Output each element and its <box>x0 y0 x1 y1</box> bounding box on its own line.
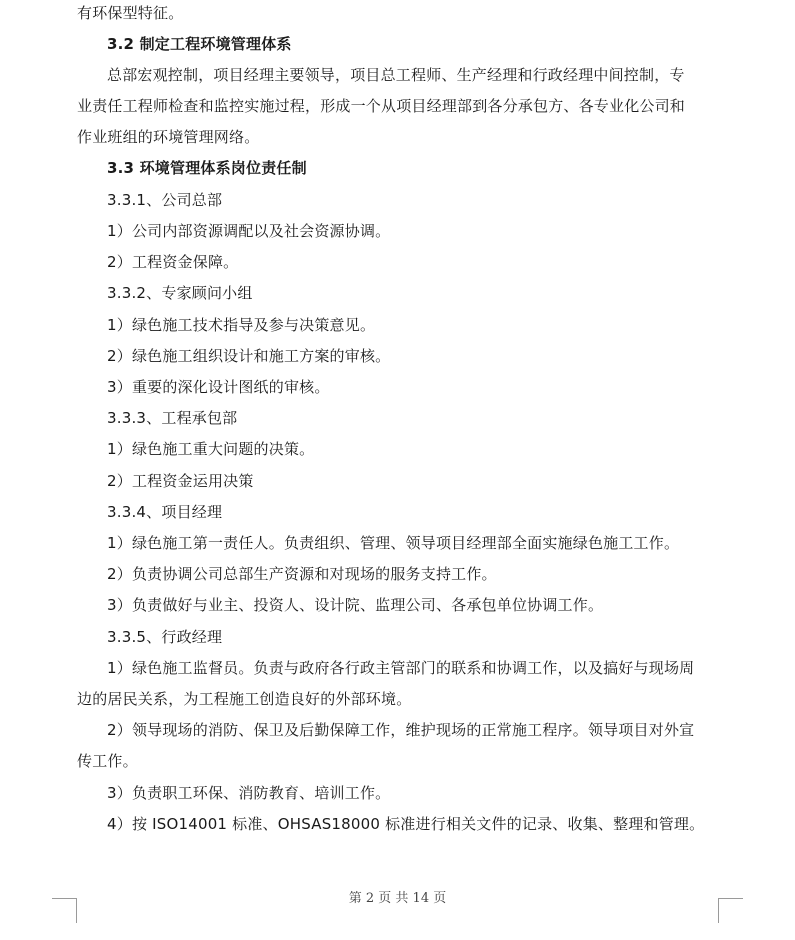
list-item: 1）绿色施工技术指导及参与决策意见。 <box>107 316 376 334</box>
subsection-heading: 3.3.4、项目经理 <box>107 503 223 521</box>
list-item: 4）按 ISO14001 标准、OHSAS18000 标准进行相关文件的记录、收集、整理和管理。 <box>107 815 705 833</box>
subsection-heading: 3.3.2、专家顾问小组 <box>107 284 253 302</box>
section-heading: 3.3 环境管理体系岗位责任制 <box>107 159 307 177</box>
list-item: 2）工程资金保障。 <box>107 253 239 271</box>
list-item: 2）工程资金运用决策 <box>107 472 254 490</box>
list-item: 3）负责做好与业主、投资人、设计院、监理公司、各承包单位协调工作。 <box>107 596 604 614</box>
subsection-heading: 3.3.1、公司总部 <box>107 191 223 209</box>
list-item: 3）重要的深化设计图纸的审核。 <box>107 378 330 396</box>
subsection-heading: 3.3.5、行政经理 <box>107 628 223 646</box>
text-line: 边的居民关系，为工程施工创造良好的外部环境。 <box>77 690 412 708</box>
text-line: 传工作。 <box>77 752 138 770</box>
list-item: 1）绿色施工监督员。负责与政府各行政主管部门的联系和协调工作，以及搞好与现场周 <box>107 659 695 677</box>
text-line: 作业班组的环境管理网络。 <box>77 128 260 146</box>
list-item: 2）绿色施工组织设计和施工方案的审核。 <box>107 347 391 365</box>
page-number-footer: 第 2 页 共 14 页 <box>348 891 447 906</box>
list-item: 1）绿色施工重大问题的决策。 <box>107 440 315 458</box>
list-item: 1）绿色施工第一责任人。负责组织、管理、领导项目经理部全面实施绿色施工工作。 <box>107 534 680 552</box>
list-item: 3）负责职工环保、消防教育、培训工作。 <box>107 784 391 802</box>
list-item: 2）领导现场的消防、保卫及后勤保障工作，维护现场的正常施工程序。领导项目对外宣 <box>107 721 695 739</box>
text-line: 业责任工程师检查和监控实施过程，形成一个从项目经理部到各分承包方、各专业化公司和 <box>77 97 686 115</box>
subsection-heading: 3.3.3、工程承包部 <box>107 409 238 427</box>
list-item: 1）公司内部资源调配以及社会资源协调。 <box>107 222 391 240</box>
section-heading: 3.2 制定工程环境管理体系 <box>107 35 292 53</box>
list-item: 2）负责协调公司总部生产资源和对现场的服务支持工作。 <box>107 565 497 583</box>
text-line: 总部宏观控制，项目经理主要领导，项目总工程师、生产经理和行政经理中间控制，专 <box>107 66 685 84</box>
page-corner-mark-right <box>718 898 743 923</box>
text-line: 有环保型特征。 <box>77 4 184 22</box>
